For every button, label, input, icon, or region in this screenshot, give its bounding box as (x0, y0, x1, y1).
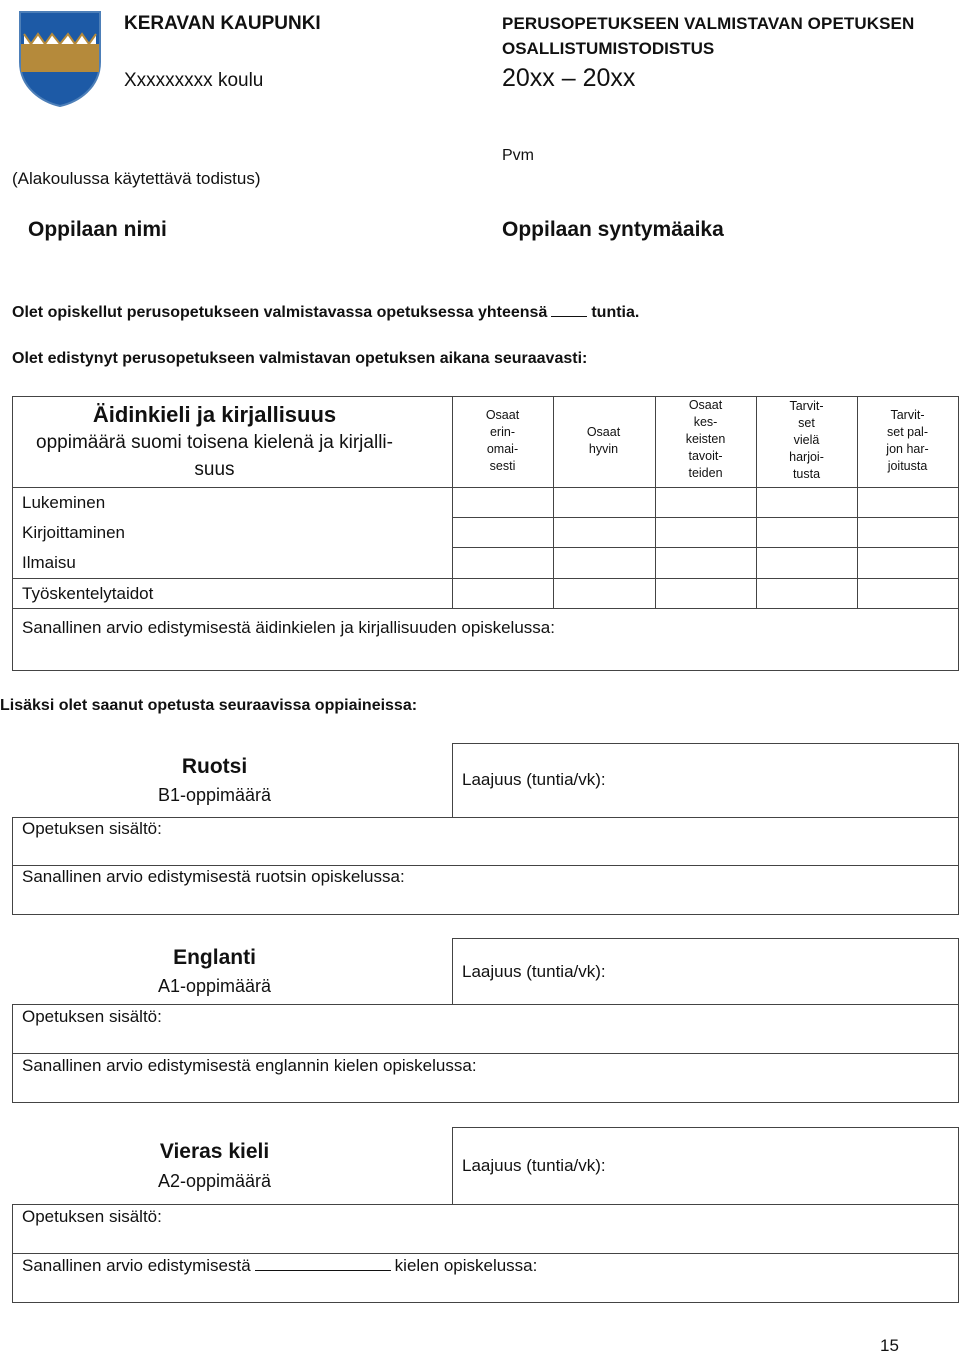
english-scope-label: Laajuus (tuntia/vk): (462, 962, 606, 981)
column-header-needs-practice (756, 398, 857, 483)
foreign-assessment-label (22, 1256, 537, 1276)
row-divider (12, 578, 959, 579)
swedish-divider (12, 865, 959, 866)
column-header-line: kes- (693, 415, 718, 429)
column-header-line: set (798, 416, 815, 430)
column-header-line: omai- (486, 442, 519, 456)
page-number: 15 (880, 1336, 899, 1355)
english-subject-title: Englanti (173, 946, 256, 969)
column-header-line: Tarvit- (890, 408, 925, 422)
foreign-scope-label: Laajuus (tuntia/vk): (462, 1156, 606, 1175)
english-assessment-label: Sanallinen arvio edistymisestä englannin kielen opiskelussa: (22, 1056, 477, 1075)
row-divider (452, 517, 959, 518)
certificate-title-line1: PERUSOPETUKSEEN VALMISTAVAN OPETUKSEN (502, 14, 915, 33)
column-header-line: tavoit- (688, 449, 723, 463)
certificate-title-line2: OSALLISTUMISTODISTUS (502, 39, 715, 58)
foreign-syllabus: A2-oppimäärä (157, 1171, 272, 1191)
column-header-line: Osaat (688, 398, 723, 412)
column-header-line: Osaat (586, 425, 621, 439)
row-label-writing: Kirjoittaminen (22, 523, 125, 542)
column-header-line: jon har- (886, 442, 929, 456)
hours-statement (12, 302, 639, 322)
column-header-line: tusta (792, 467, 821, 481)
column-header-line: teiden (688, 466, 723, 480)
additional-subjects-heading: Lisäksi olet saanut opetusta seuraavissa oppiaineissa: (0, 697, 418, 714)
student-birth-label: Oppilaan syntymäaika (502, 218, 724, 241)
foreign-subject-title: Vieras kieli (159, 1140, 270, 1163)
column-header-line: Tarvit- (789, 399, 824, 413)
school-name: Xxxxxxxxx koulu (124, 70, 264, 91)
row-label-reading: Lukeminen (22, 493, 106, 512)
swedish-content-label: Opetuksen sisältö: (22, 819, 162, 838)
swedish-scope-label: Laajuus (tuntia/vk): (462, 770, 606, 789)
column-header-needs-much-practice (857, 407, 958, 475)
row-label-expression: Ilmaisu (22, 553, 76, 572)
column-header-line: Osaat (485, 408, 520, 422)
column-header-line: set pal- (887, 425, 928, 439)
finnish-subject-subtitle-line1: oppimäärä suomi toisena kielenä ja kirjalli- (36, 432, 393, 453)
hours-suffix: tuntia. (591, 304, 640, 321)
language-name-blank[interactable] (255, 1256, 391, 1271)
column-header-good (553, 424, 654, 458)
row-divider (452, 547, 959, 548)
column-header-line: erin- (489, 425, 515, 439)
hours-prefix: Olet opiskellut perusopetukseen valmistavassa opetuksessa yhteensä (12, 304, 548, 321)
column-header-line: joitusta (887, 459, 928, 473)
foreign-assessment-prefix: Sanallinen arvio edistymisestä (22, 1256, 251, 1275)
column-header-line: harjoi- (789, 450, 824, 464)
finnish-subject-subtitle-line2: suus (194, 459, 235, 480)
foreign-assessment-suffix: kielen opiskelussa: (394, 1256, 538, 1275)
column-header-line: vielä (793, 433, 820, 447)
english-content-label: Opetuksen sisältö: (22, 1007, 162, 1026)
column-header-line: sesti (489, 459, 516, 473)
hours-blank[interactable] (551, 302, 587, 317)
column-header-central-goals (655, 397, 756, 482)
english-divider (12, 1053, 959, 1054)
finnish-table-header-divider (12, 487, 959, 488)
kerava-crest-logo (14, 8, 106, 108)
column-header-line: keisten (685, 432, 726, 446)
foreign-divider (12, 1253, 959, 1254)
city-name: KERAVAN KAUPUNKI (124, 13, 321, 34)
school-year: 20xx – 20xx (502, 64, 636, 92)
progress-statement: Olet edistynyt perusopetukseen valmistavan opetuksen aikana seuraavasti: (12, 350, 588, 367)
english-syllabus: A1-oppimäärä (157, 976, 272, 996)
row-divider (12, 608, 959, 609)
finnish-verbal-assessment-label: Sanallinen arvio edistymisestä äidinkielen ja kirjallisuuden opiskelussa: (22, 618, 555, 637)
swedish-subject-title: Ruotsi (181, 755, 248, 778)
date-label: Pvm (502, 147, 534, 164)
finnish-subject-title: Äidinkieli ja kirjallisuus (92, 402, 337, 427)
swedish-assessment-label: Sanallinen arvio edistymisestä ruotsin opiskelussa: (22, 867, 405, 886)
column-header-excellent (452, 407, 553, 475)
student-name-label: Oppilaan nimi (28, 218, 167, 241)
swedish-syllabus: B1-oppimäärä (157, 785, 272, 805)
lower-school-note: (Alakoulussa käytettävä todistus) (12, 169, 261, 188)
foreign-content-label: Opetuksen sisältö: (22, 1207, 162, 1226)
row-label-work-skills: Työskentelytaidot (22, 584, 154, 603)
column-header-line: hyvin (588, 442, 619, 456)
